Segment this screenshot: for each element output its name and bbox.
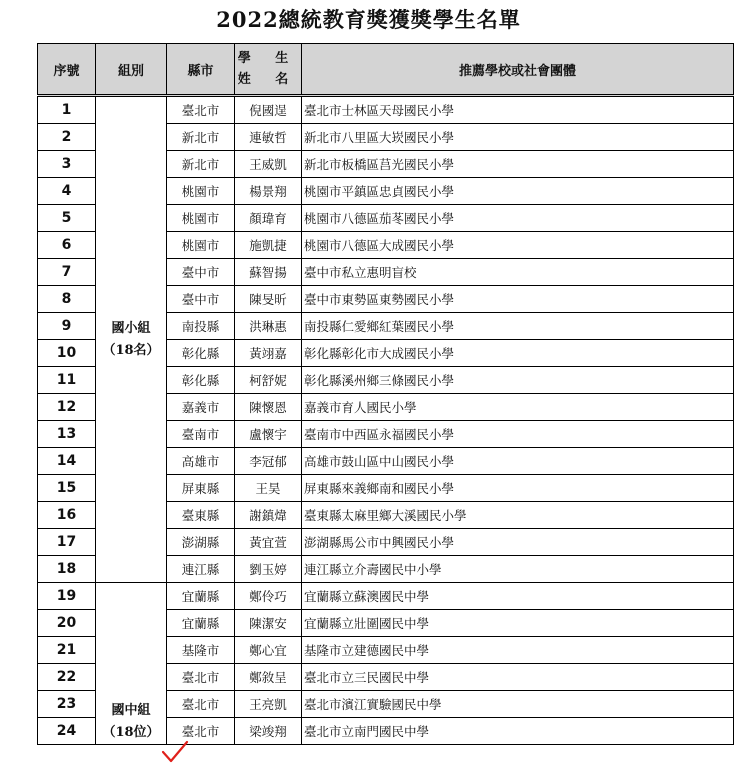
serial-number-cell: 4 bbox=[38, 178, 96, 205]
city-cell: 彰化縣 bbox=[167, 340, 235, 367]
serial-number-cell: 8 bbox=[38, 286, 96, 313]
student-name-cell: 黃宜萱 bbox=[235, 529, 302, 556]
city-cell: 桃園市 bbox=[167, 205, 235, 232]
school-cell: 臺北市濱江實驗國民中學 bbox=[302, 691, 734, 718]
serial-number-cell: 9 bbox=[38, 313, 96, 340]
city-cell: 臺南市 bbox=[167, 421, 235, 448]
student-name-cell: 柯舒妮 bbox=[235, 367, 302, 394]
student-name-cell: 黃翊嘉 bbox=[235, 340, 302, 367]
group-label: 國中組 bbox=[111, 703, 151, 718]
student-name-cell: 施凱捷 bbox=[235, 232, 302, 259]
school-cell: 桃園市平鎮區忠貞國民小學 bbox=[302, 178, 734, 205]
student-name-cell: 王威凱 bbox=[235, 151, 302, 178]
student-name-cell: 王昊 bbox=[235, 475, 302, 502]
header-student-name-line2: 姓 名 bbox=[237, 72, 299, 87]
serial-number-cell: 18 bbox=[38, 556, 96, 583]
student-name-cell: 蘇智揚 bbox=[235, 259, 302, 286]
student-name-cell: 李冠郁 bbox=[235, 448, 302, 475]
serial-number-cell: 10 bbox=[38, 340, 96, 367]
student-name-cell: 鄭心宜 bbox=[235, 637, 302, 664]
serial-number-cell: 19 bbox=[38, 583, 96, 610]
serial-number-cell: 5 bbox=[38, 205, 96, 232]
school-cell: 宜蘭縣立壯圍國民中學 bbox=[302, 610, 734, 637]
city-cell: 臺北市 bbox=[167, 718, 235, 745]
city-cell: 臺北市 bbox=[167, 691, 235, 718]
student-name-cell: 鄭敘呈 bbox=[235, 664, 302, 691]
awardee-table bbox=[37, 43, 734, 745]
city-cell: 臺東縣 bbox=[167, 502, 235, 529]
school-cell: 臺東縣太麻里鄉大溪國民小學 bbox=[302, 502, 734, 529]
student-name-cell: 王亮凱 bbox=[235, 691, 302, 718]
student-name-cell: 鄭伶巧 bbox=[235, 583, 302, 610]
serial-number-cell: 12 bbox=[38, 394, 96, 421]
school-cell: 桃園市八德區大成國民小學 bbox=[302, 232, 734, 259]
city-cell: 基隆市 bbox=[167, 637, 235, 664]
school-cell: 新北市板橋區莒光國民小學 bbox=[302, 151, 734, 178]
student-name-cell: 劉玉婷 bbox=[235, 556, 302, 583]
header-city: 縣市 bbox=[167, 44, 235, 96]
city-cell: 彰化縣 bbox=[167, 367, 235, 394]
city-cell: 宜蘭縣 bbox=[167, 610, 235, 637]
city-cell: 澎湖縣 bbox=[167, 529, 235, 556]
group-count: （18位） bbox=[102, 725, 160, 740]
school-cell: 彰化縣彰化市大成國民小學 bbox=[302, 340, 734, 367]
serial-number-cell: 11 bbox=[38, 367, 96, 394]
school-cell: 臺中市東勢區東勢國民小學 bbox=[302, 286, 734, 313]
student-name-cell: 陳旻昕 bbox=[235, 286, 302, 313]
school-cell: 屏東縣來義鄉南和國民小學 bbox=[302, 475, 734, 502]
serial-number-cell: 23 bbox=[38, 691, 96, 718]
group-cell-junior-high bbox=[96, 583, 167, 745]
serial-number-cell: 15 bbox=[38, 475, 96, 502]
city-cell: 新北市 bbox=[167, 124, 235, 151]
school-cell: 宜蘭縣立蘇澳國民中學 bbox=[302, 583, 734, 610]
school-cell: 南投縣仁愛鄉紅葉國民小學 bbox=[302, 313, 734, 340]
school-cell: 臺北市士林區天母國民小學 bbox=[302, 96, 734, 124]
header-school: 推薦學校或社會團體 bbox=[302, 44, 734, 96]
serial-number-cell: 20 bbox=[38, 610, 96, 637]
school-cell: 新北市八里區大崁國民小學 bbox=[302, 124, 734, 151]
school-cell: 彰化縣溪州鄉三條國民小學 bbox=[302, 367, 734, 394]
serial-number-cell: 1 bbox=[38, 96, 96, 124]
table-row bbox=[38, 96, 734, 124]
city-cell: 連江縣 bbox=[167, 556, 235, 583]
red-checkmark-icon bbox=[160, 739, 190, 767]
city-cell: 新北市 bbox=[167, 151, 235, 178]
table-row bbox=[38, 583, 734, 610]
city-cell: 高雄市 bbox=[167, 448, 235, 475]
serial-number-cell: 17 bbox=[38, 529, 96, 556]
serial-number-cell: 21 bbox=[38, 637, 96, 664]
school-cell: 嘉義市育人國民小學 bbox=[302, 394, 734, 421]
school-cell: 臺北市立三民國民中學 bbox=[302, 664, 734, 691]
student-name-cell: 倪國逞 bbox=[235, 96, 302, 124]
group-count: （18名） bbox=[102, 342, 160, 358]
serial-number-cell: 6 bbox=[38, 232, 96, 259]
serial-number-cell: 16 bbox=[38, 502, 96, 529]
student-name-cell: 楊景翔 bbox=[235, 178, 302, 205]
serial-number-cell: 14 bbox=[38, 448, 96, 475]
header-group: 組別 bbox=[96, 44, 167, 96]
city-cell: 嘉義市 bbox=[167, 394, 235, 421]
student-name-cell: 洪琳惠 bbox=[235, 313, 302, 340]
serial-number-cell: 22 bbox=[38, 664, 96, 691]
student-name-cell: 陳懷恩 bbox=[235, 394, 302, 421]
city-cell: 宜蘭縣 bbox=[167, 583, 235, 610]
school-cell: 臺南市中西區永福國民小學 bbox=[302, 421, 734, 448]
city-cell: 臺中市 bbox=[167, 286, 235, 313]
student-name-cell: 梁竣翔 bbox=[235, 718, 302, 745]
city-cell: 臺北市 bbox=[167, 664, 235, 691]
serial-number-cell: 7 bbox=[38, 259, 96, 286]
student-name-cell: 謝鎮煒 bbox=[235, 502, 302, 529]
school-cell: 基隆市立建德國民中學 bbox=[302, 637, 734, 664]
table-body bbox=[38, 96, 734, 745]
serial-number-cell: 2 bbox=[38, 124, 96, 151]
school-cell: 澎湖縣馬公市中興國民小學 bbox=[302, 529, 734, 556]
student-name-cell: 陳潔安 bbox=[235, 610, 302, 637]
student-name-cell: 連敏哲 bbox=[235, 124, 302, 151]
group-cell-elementary bbox=[96, 96, 167, 583]
school-cell: 連江縣立介壽國民中小學 bbox=[302, 556, 734, 583]
table-header-row bbox=[38, 44, 734, 96]
serial-number-cell: 3 bbox=[38, 151, 96, 178]
city-cell: 桃園市 bbox=[167, 232, 235, 259]
serial-number-cell: 13 bbox=[38, 421, 96, 448]
student-name-cell: 顏瑋育 bbox=[235, 205, 302, 232]
city-cell: 南投縣 bbox=[167, 313, 235, 340]
city-cell: 屏東縣 bbox=[167, 475, 235, 502]
city-cell: 臺中市 bbox=[167, 259, 235, 286]
group-label: 國小組 bbox=[111, 320, 151, 336]
school-cell: 臺中市私立惠明盲校 bbox=[302, 259, 734, 286]
city-cell: 桃園市 bbox=[167, 178, 235, 205]
header-serial-number: 序號 bbox=[38, 44, 96, 96]
header-student-name bbox=[235, 44, 302, 96]
school-cell: 臺北市立南門國民中學 bbox=[302, 718, 734, 745]
school-cell: 高雄市鼓山區中山國民小學 bbox=[302, 448, 734, 475]
document-title: 2022總統教育獎獲獎學生名單 bbox=[216, 7, 521, 32]
student-name-cell: 盧懷宇 bbox=[235, 421, 302, 448]
school-cell: 桃園市八德區茄苳國民小學 bbox=[302, 205, 734, 232]
serial-number-cell: 24 bbox=[38, 718, 96, 745]
header-student-name-line1: 學 生 bbox=[237, 51, 299, 66]
city-cell: 臺北市 bbox=[167, 96, 235, 124]
